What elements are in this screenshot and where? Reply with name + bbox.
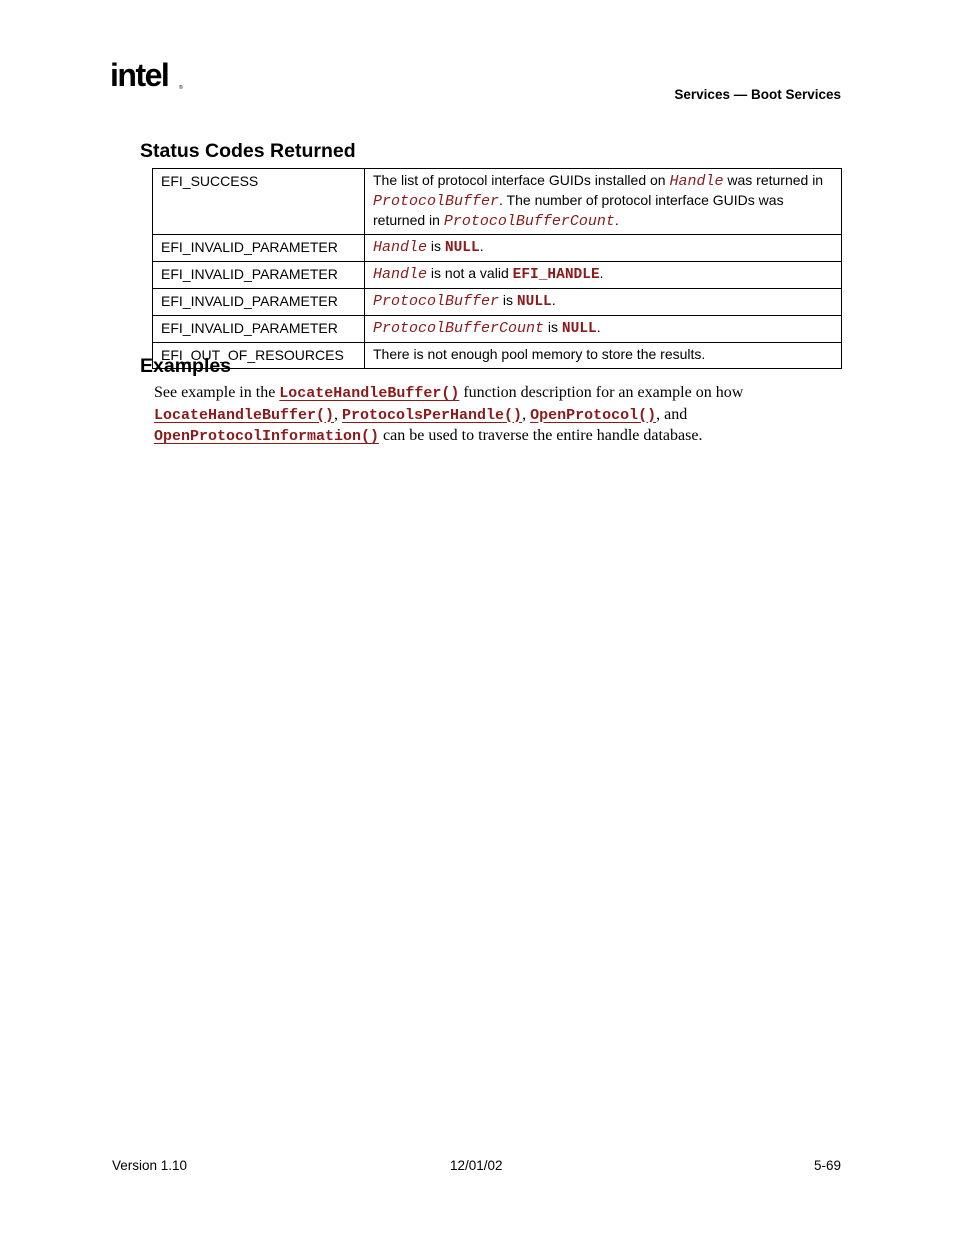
status-description: ProtocolBuffer is NULL. bbox=[365, 289, 842, 316]
link-open-protocol[interactable]: OpenProtocol() bbox=[530, 406, 657, 424]
arg-handle: Handle bbox=[669, 173, 724, 190]
footer-version: Version 1.10 bbox=[112, 1158, 188, 1173]
arg-protocol-buffer-count: ProtocolBufferCount bbox=[443, 213, 615, 230]
status-code: EFI_OUT_OF_RESOURCES bbox=[153, 343, 365, 369]
examples-paragraph: See example in the LocateHandleBuffer() function description for an example on how LocateHandleBuffer(), ProtocolsPerHandle(), OpenProtocol(), and OpenProtocolInformation() can be used to traverse the entire handle database. bbox=[154, 384, 744, 445]
link-locate-handle-buffer[interactable]: LocateHandleBuffer() bbox=[154, 406, 335, 424]
status-description: Handle is not a valid EFI_HANDLE. bbox=[365, 262, 842, 289]
table-row bbox=[153, 316, 842, 343]
status-description: There is not enough pool memory to store the results. bbox=[365, 343, 842, 369]
arg-protocol-buffer: ProtocolBuffer bbox=[373, 193, 500, 210]
status-codes-table bbox=[152, 168, 842, 369]
table-row bbox=[153, 262, 842, 289]
intel-logo bbox=[110, 58, 185, 100]
logo-text: intel bbox=[110, 58, 169, 93]
footer-date: 12/01/02 bbox=[450, 1158, 503, 1173]
table-row bbox=[153, 343, 842, 369]
status-description: The list of protocol interface GUIDs installed on Handle was returned in ProtocolBuffer. The number of protocol interface GUIDs was returned in ProtocolBufferCount. bbox=[365, 169, 842, 235]
running-header: Services — Boot Services bbox=[674, 87, 841, 102]
svg-text:®: ® bbox=[179, 85, 183, 91]
footer-page-number: 5-69 bbox=[813, 1158, 841, 1173]
link-protocols-per-handle[interactable]: ProtocolsPerHandle() bbox=[342, 406, 523, 424]
link-locate-handle-buffer[interactable]: LocateHandleBuffer() bbox=[279, 385, 460, 402]
table-row bbox=[153, 289, 842, 316]
status-description: ProtocolBufferCount is NULL. bbox=[365, 316, 842, 343]
status-code: EFI_INVALID_PARAMETER bbox=[153, 316, 365, 343]
status-codes-heading: Status Codes Returned bbox=[140, 140, 356, 162]
table-row bbox=[153, 235, 842, 262]
link-open-protocol-information[interactable]: OpenProtocolInformation() bbox=[154, 428, 380, 445]
status-code: EFI_INVALID_PARAMETER bbox=[153, 235, 365, 262]
examples-heading: Examples bbox=[140, 355, 232, 377]
table-row bbox=[153, 169, 842, 235]
status-code: EFI_SUCCESS bbox=[153, 169, 365, 235]
status-code: EFI_INVALID_PARAMETER bbox=[153, 262, 365, 289]
status-code: EFI_INVALID_PARAMETER bbox=[153, 289, 365, 316]
status-description: Handle is NULL. bbox=[365, 235, 842, 262]
